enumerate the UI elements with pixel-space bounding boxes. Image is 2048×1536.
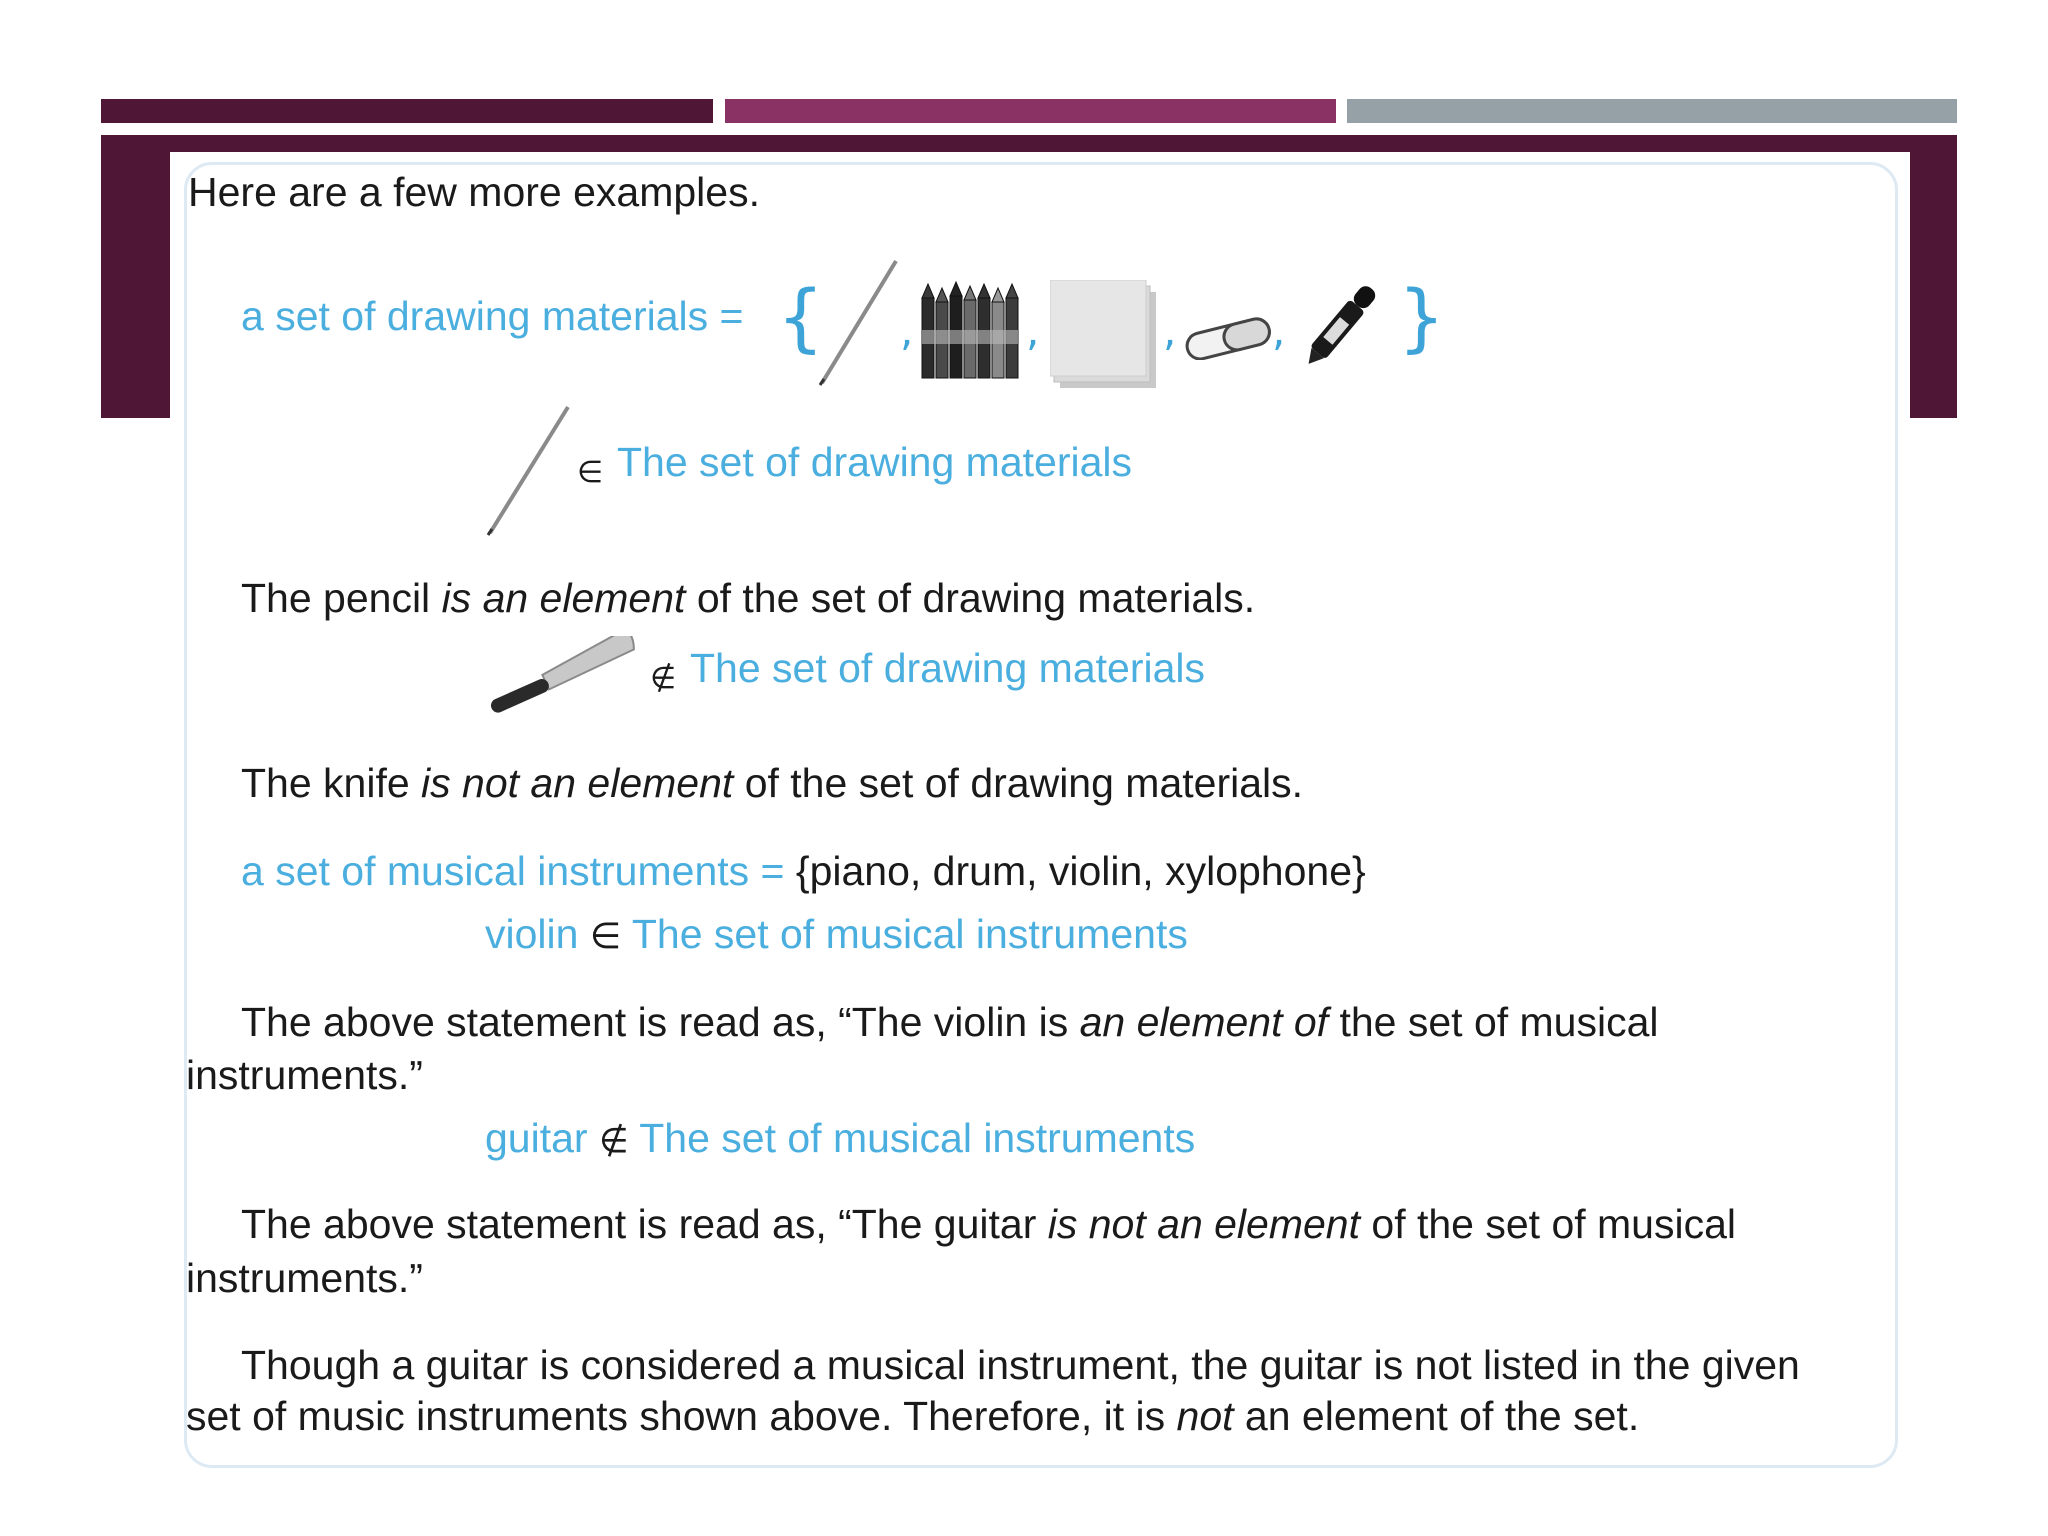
brace-open: { <box>777 275 825 361</box>
separator-comma: , <box>1026 306 1040 355</box>
drawing-set-name: The set of drawing materials <box>690 645 1206 691</box>
drawing-set-label: a set of drawing materials = <box>241 293 744 339</box>
header-bar-middle <box>725 99 1336 123</box>
intro-text: Here are a few more examples. <box>188 169 760 215</box>
crayons-icon <box>918 280 1026 380</box>
violin-statement: violin ∈ The set of musical instruments <box>485 911 1188 957</box>
violin-reading-line1: The above statement is read as, “The violin is an element of the set of musical <box>241 999 1659 1045</box>
marker-icon <box>1286 268 1398 380</box>
header-bar-left <box>101 99 713 123</box>
not-element-of-symbol: ∉ <box>650 661 677 696</box>
content-frame <box>184 162 1898 1468</box>
element-of-symbol: ∈ <box>577 455 604 490</box>
guitar-statement: guitar ∉ The set of musical instruments <box>485 1115 1196 1161</box>
guitar-reading-line1: The above statement is read as, “The guitar is not an element of the set of musical <box>241 1201 1737 1247</box>
music-set-definition: a set of musical instruments = {piano, drum, violin, xylophone} <box>241 848 1366 894</box>
separator-comma: , <box>1272 306 1286 355</box>
knife-icon <box>480 636 650 722</box>
header-bar-right <box>1347 99 1957 123</box>
pencil-sentence: The pencil is an element of the set of drawing materials. <box>241 575 1256 621</box>
pencil-icon <box>812 258 902 386</box>
drawing-set-name: The set of drawing materials <box>617 439 1133 485</box>
brace-close: } <box>1398 275 1446 361</box>
separator-comma: , <box>1163 306 1177 355</box>
conclusion-line1: Though a guitar is considered a musical instrument, the guitar is not listed in the given <box>241 1342 1800 1388</box>
knife-sentence: The knife is not an element of the set of drawing materials. <box>241 760 1304 806</box>
separator-comma: , <box>900 306 914 355</box>
paper-icon <box>1050 280 1162 392</box>
guitar-reading-line2: instruments.” <box>186 1255 423 1301</box>
pencil-icon <box>482 404 572 536</box>
conclusion-line2: set of music instruments shown above. Therefore, it is not an element of the set. <box>186 1393 1640 1439</box>
eraser-icon <box>1180 316 1276 360</box>
violin-reading-line2: instruments.” <box>186 1052 423 1098</box>
